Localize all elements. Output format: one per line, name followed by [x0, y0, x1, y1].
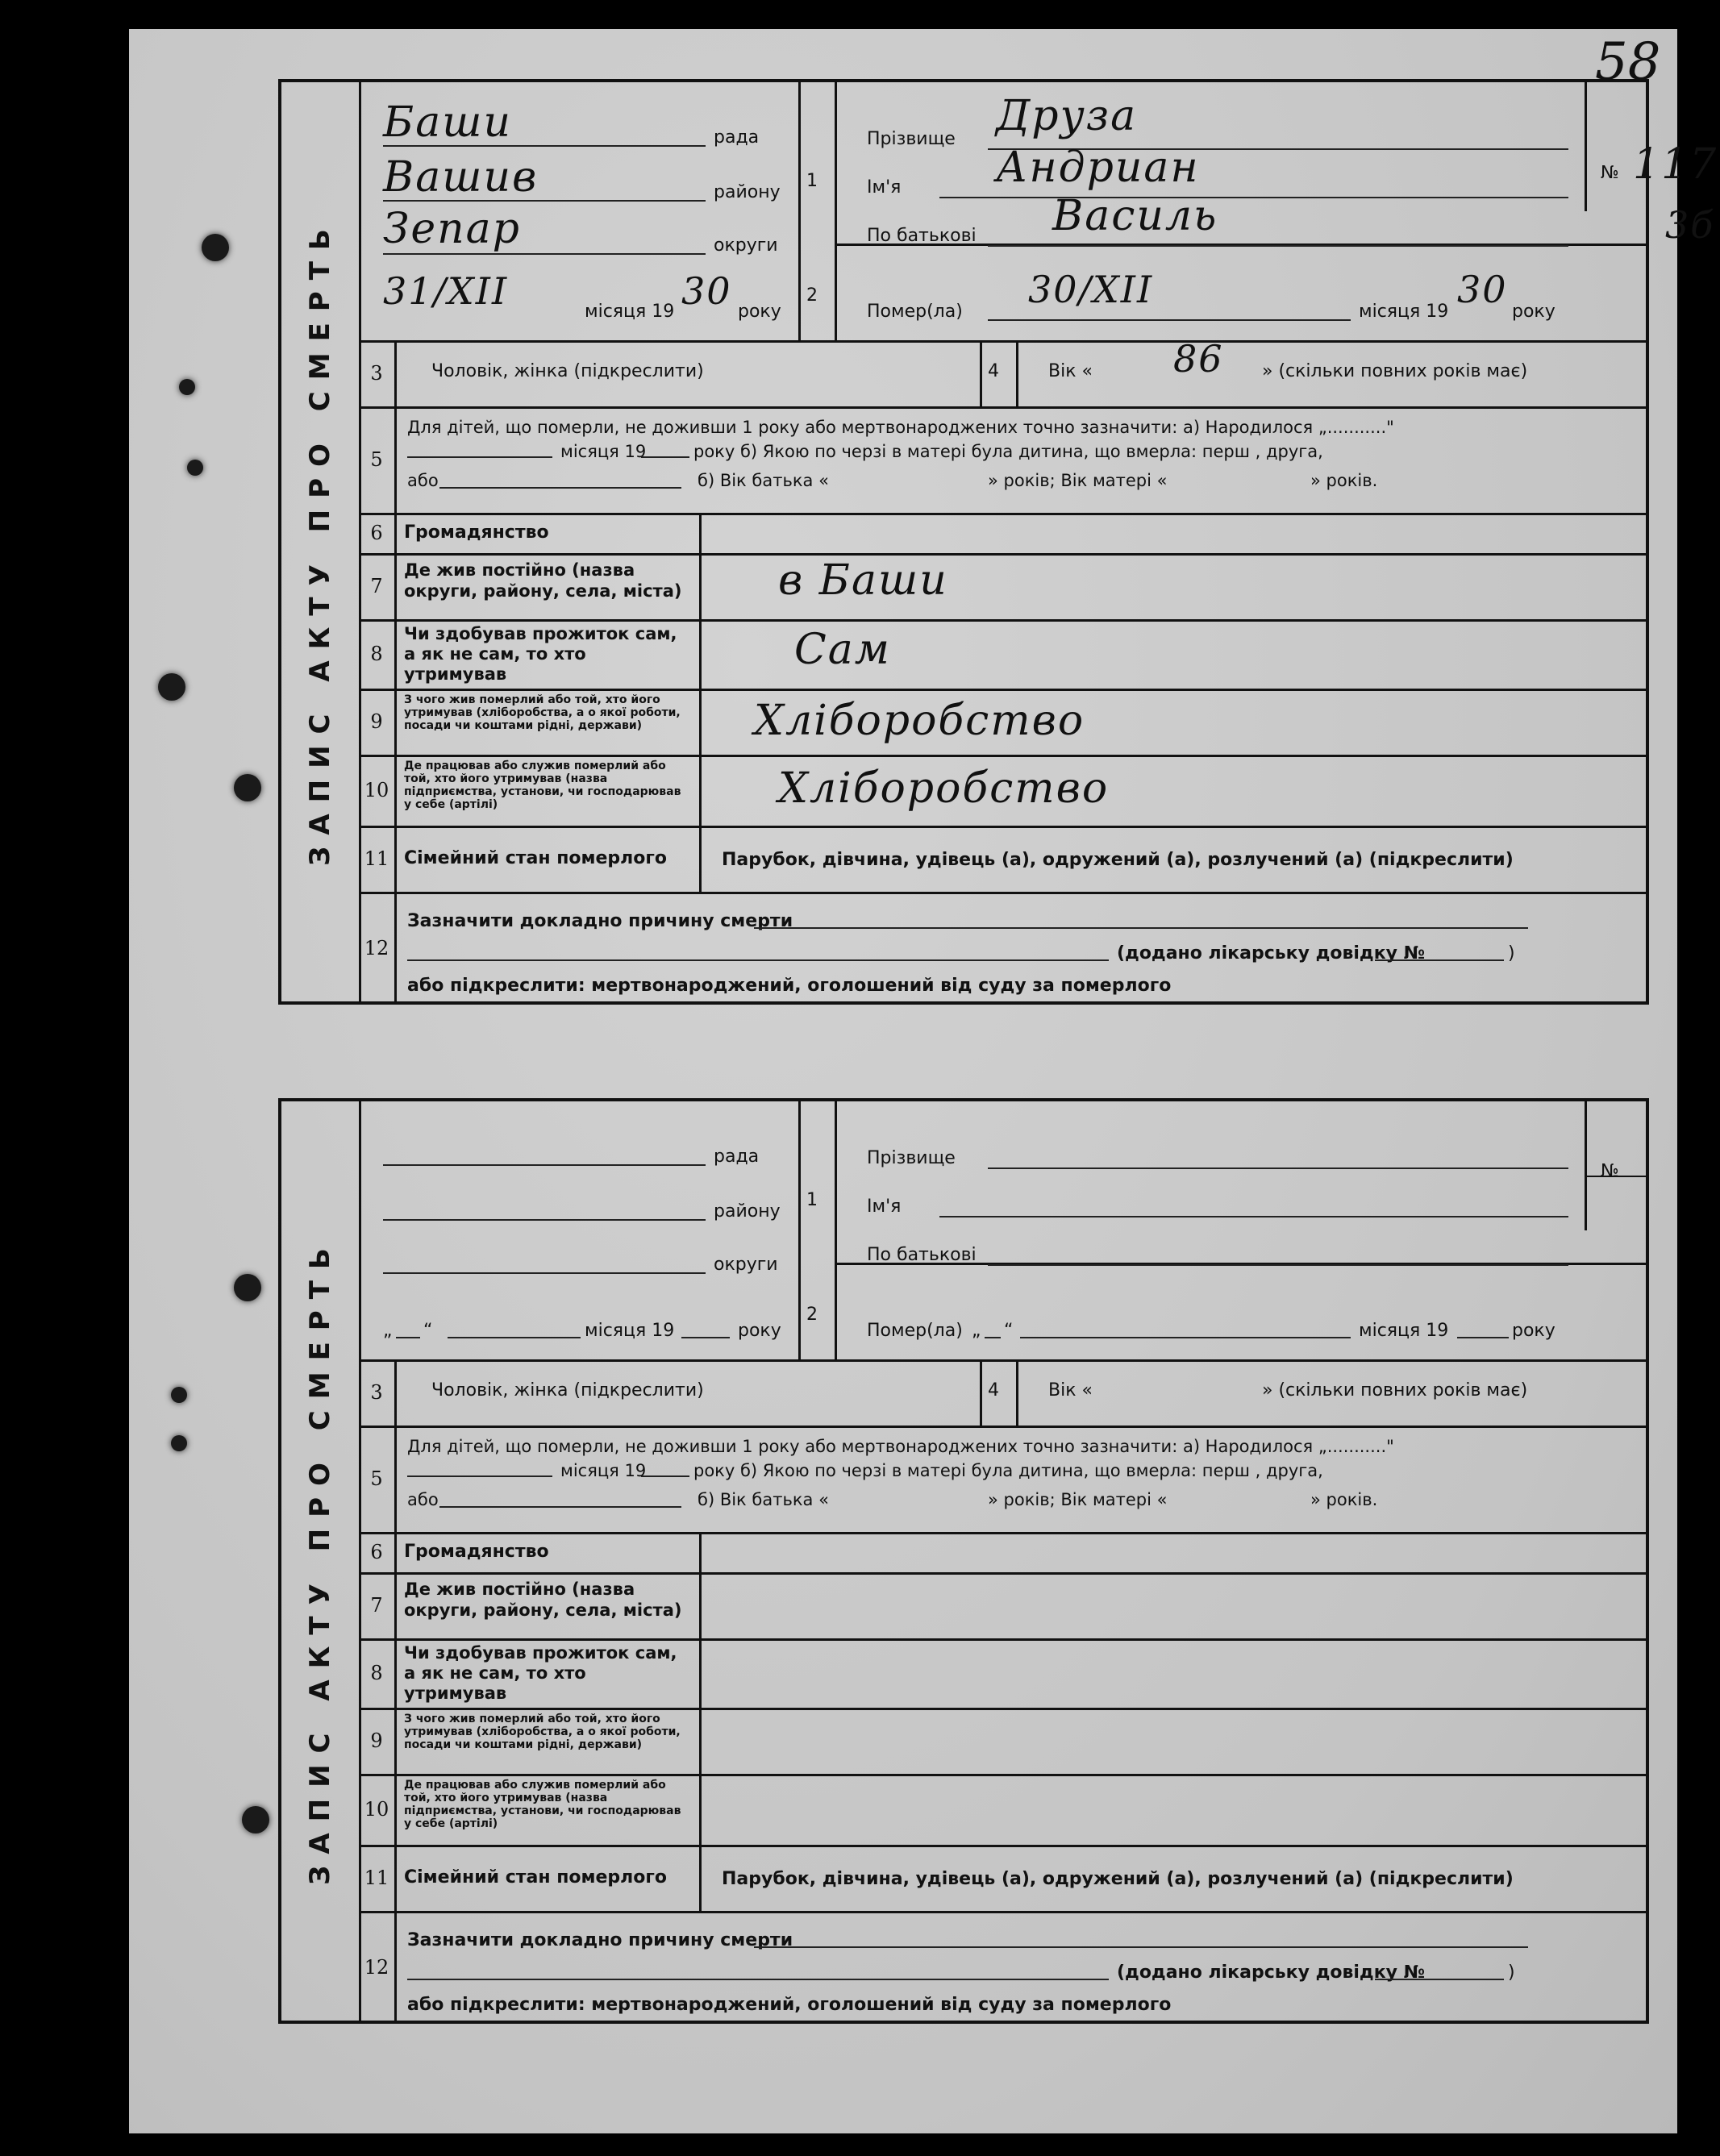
number-label: №	[1601, 1161, 1619, 1181]
row-num-10: 10	[359, 755, 397, 826]
death-year-label: року	[1512, 302, 1555, 322]
row-1-2	[359, 82, 1718, 343]
row-7	[359, 1572, 1646, 1641]
rada-label: рада	[714, 1147, 760, 1167]
row-9	[359, 689, 1646, 757]
form-side-title-box	[281, 82, 361, 1001]
stillborn-label: або підкреслити: мертвонароджений, оголошений від суду за померлого	[407, 976, 1172, 996]
marital-label: Сімейний стан померлого	[404, 1867, 667, 1888]
month-label: місяця 19	[585, 1321, 675, 1341]
marital-label: Сімейний стан померлого	[404, 848, 667, 868]
age-tail: » (скільки повних років має)	[1262, 1380, 1528, 1401]
name-label: Ім'я	[867, 1197, 902, 1217]
sex-label: Чоловік, жінка (підкреслити)	[431, 1380, 704, 1401]
row-num-8: 8	[359, 619, 397, 689]
row-9	[359, 1708, 1646, 1776]
row-num-9: 9	[359, 689, 397, 755]
row-5	[359, 406, 1646, 515]
page-number: 58	[1595, 32, 1661, 92]
okrug-label: округи	[714, 235, 778, 256]
died-label: Помер(ла)	[867, 302, 963, 322]
row-3-4	[359, 1359, 1646, 1428]
citizenship-label: Громадянство	[404, 522, 549, 543]
row-10	[359, 755, 1646, 828]
record-number: 117	[1633, 140, 1718, 189]
okrug-value: Зепар	[383, 205, 521, 253]
children-line-3b: б) Вік батька «	[698, 1490, 829, 1509]
row-12	[359, 1911, 1646, 2024]
quote-open: „	[972, 1321, 981, 1341]
residence-label: Де жив постійно (назва округи, району, села, міста)	[404, 1580, 682, 1620]
death-month-label: місяця 19	[1359, 1321, 1449, 1341]
cert-label: (додано лікарську довідку №	[1117, 1962, 1426, 1983]
rayon-label: району	[714, 1201, 781, 1222]
death-record-form-2	[278, 1098, 1649, 2024]
children-line-2a: місяця 19	[560, 1461, 647, 1480]
cert-close: )	[1508, 943, 1515, 964]
punch-hole	[171, 1435, 187, 1451]
row-num-9: 9	[359, 1708, 397, 1774]
source-label: З чого жив померлий або той, хто його утримував (хліборобства, а о якої роботи, посади чи коштами рідні, держави)	[404, 693, 681, 732]
row-1-2	[359, 1101, 1646, 1362]
row-11	[359, 826, 1646, 894]
row-num-5: 5	[359, 406, 397, 513]
punch-hole	[171, 1387, 187, 1403]
quote-close: “	[423, 1321, 433, 1341]
row-12	[359, 892, 1646, 1005]
registration-date: 31/XII	[383, 269, 509, 313]
livelihood-label: Чи здобував прожиток сам, а як не сам, то хто утримував	[404, 624, 677, 684]
punch-hole	[187, 460, 203, 476]
row-num-4: 4	[988, 1380, 999, 1401]
year-label: року	[738, 302, 781, 322]
age-label: Вік «	[1048, 361, 1093, 381]
residence-value: в Баши	[778, 556, 948, 605]
workplace-label: Де працював або служив померлий або той, хто його утримував (назва підприємства, установи, чи господарював у себе (артілі)	[404, 1779, 681, 1830]
row-num-7: 7	[359, 1572, 397, 1638]
row-num-10: 10	[359, 1774, 397, 1845]
row-num-11: 11	[359, 1845, 397, 1911]
row-num-11: 11	[359, 826, 397, 892]
row-11	[359, 1845, 1646, 1913]
patronymic-label: По батькові	[867, 1245, 977, 1265]
name-label: Ім'я	[867, 177, 902, 198]
punch-hole	[179, 379, 195, 395]
children-line-2a: місяця 19	[560, 442, 647, 461]
age-value: 86	[1173, 337, 1224, 381]
punch-hole	[234, 1274, 261, 1301]
month-label: місяця 19	[585, 302, 675, 322]
death-year: 30	[1457, 268, 1508, 311]
row-10	[359, 1774, 1646, 1847]
row-num-12: 12	[359, 892, 397, 1005]
form-side-title-box	[281, 1101, 361, 2021]
children-line-3a: або	[407, 1490, 439, 1509]
row-num-1: 1	[806, 1190, 818, 1210]
sex-label: Чоловік, жінка (підкреслити)	[431, 361, 704, 381]
row-num-2: 2	[806, 285, 818, 306]
surname-label: Прізвище	[867, 1148, 956, 1168]
registration-year: 30	[681, 269, 732, 313]
row-num-1: 1	[806, 171, 818, 191]
row-num-5: 5	[359, 1426, 397, 1532]
age-tail: » (скільки повних років має)	[1262, 361, 1528, 381]
marital-options: Парубок, дівчина, удівець (а), одружений (а), розлучений (а) (підкреслити)	[722, 850, 1514, 870]
children-line-2b: року б) Якою по черзі в матері була дитина, що вмерла: перш , друга,	[693, 442, 1323, 461]
cert-close: )	[1508, 1962, 1515, 1983]
age-label: Вік «	[1048, 1380, 1093, 1401]
year-label: року	[738, 1321, 781, 1341]
row-num-6: 6	[359, 513, 397, 553]
punch-hole	[242, 1806, 269, 1833]
livelihood-label: Чи здобував прожиток сам, а як не сам, то хто утримував	[404, 1643, 677, 1703]
patronymic-label: По батькові	[867, 226, 977, 246]
stillborn-label: або підкреслити: мертвонароджений, оголошений від суду за померлого	[407, 1995, 1172, 2015]
row-6	[359, 513, 1646, 556]
death-record-form-1	[278, 79, 1718, 1005]
row-num-12: 12	[359, 1911, 397, 2024]
row-num-7: 7	[359, 553, 397, 619]
form-title: ЗАПИС АКТУ ПРО СМЕРТЬ	[304, 218, 336, 866]
death-date: 30/XII	[1028, 268, 1154, 311]
children-line-2b: року б) Якою по черзі в матері була дитина, що вмерла: перш , друга,	[693, 1461, 1323, 1480]
row-8	[359, 1638, 1646, 1710]
children-line-1: Для дітей, що померли, не доживши 1 року або мертвонароджених точно зазначити: а) Народилося „..........."	[407, 1437, 1394, 1456]
row-num-6: 6	[359, 1532, 397, 1572]
quote-open: „	[383, 1321, 393, 1341]
quote-close: “	[1004, 1321, 1014, 1341]
surname-label: Прізвище	[867, 129, 956, 149]
rayon-label: району	[714, 182, 781, 202]
surname-value: Друза	[996, 92, 1138, 140]
row-6	[359, 1532, 1646, 1575]
row-num-4: 4	[988, 361, 999, 381]
marital-options: Парубок, дівчина, удівець (а), одружений (а), розлучений (а) (підкреслити)	[722, 1869, 1514, 1889]
children-line-3d: » років.	[1310, 1490, 1378, 1509]
row-num-8: 8	[359, 1638, 397, 1708]
livelihood-value: Сам	[794, 626, 891, 674]
cert-label: (додано лікарську довідку №	[1117, 943, 1426, 964]
row-num-3: 3	[359, 340, 397, 406]
workplace-value: Хліборобство	[778, 764, 1110, 813]
cause-label: Зазначити докладно причину смерти	[407, 911, 793, 931]
source-label: З чого жив померлий або той, хто його утримував (хліборобства, а о якої роботи, посади чи коштами рідні, держави)	[404, 1713, 681, 1751]
punch-hole	[158, 673, 185, 701]
workplace-label: Де працював або служив померлий або той, хто його утримував (назва підприємства, установи, чи господарював у себе (артілі)	[404, 760, 681, 811]
row-7	[359, 553, 1646, 622]
row-8	[359, 619, 1646, 691]
children-line-3a: або	[407, 471, 439, 490]
number-label: №	[1601, 163, 1619, 183]
rada-value: Баши	[383, 98, 512, 147]
children-line-3c: » років; Вік матері «	[988, 1490, 1168, 1509]
residence-label: Де жив постійно (назва округи, району, села, міста)	[404, 560, 682, 601]
died-label: Помер(ла)	[867, 1321, 963, 1341]
rada-label: рада	[714, 127, 760, 148]
row-5	[359, 1426, 1646, 1534]
row-3-4	[359, 337, 1646, 409]
patronymic-value: Василь	[1052, 192, 1218, 240]
punch-hole	[234, 774, 261, 801]
form-title: ЗАПИС АКТУ ПРО СМЕРТЬ	[304, 1237, 336, 1885]
name-value: Андриан	[996, 144, 1200, 192]
okrug-label: округи	[714, 1255, 778, 1275]
children-line-1: Для дітей, що померли, не доживши 1 року або мертвонароджених точно зазначити: а) Народилося „..........."	[407, 418, 1394, 437]
children-line-3b: б) Вік батька «	[698, 471, 829, 490]
rayon-value: Вашив	[383, 153, 539, 202]
death-year-label: року	[1512, 1321, 1555, 1341]
row-num-3: 3	[359, 1359, 397, 1426]
citizenship-label: Громадянство	[404, 1542, 549, 1562]
record-number-note: 3б	[1665, 203, 1715, 247]
death-month-label: місяця 19	[1359, 302, 1449, 322]
children-line-3d: » років.	[1310, 471, 1378, 490]
row-num-2: 2	[806, 1305, 818, 1325]
children-line-3c: » років; Вік матері «	[988, 471, 1168, 490]
cause-label: Зазначити докладно причину смерти	[407, 1930, 793, 1950]
source-value: Хліборобство	[754, 697, 1085, 745]
punch-hole	[202, 234, 229, 261]
